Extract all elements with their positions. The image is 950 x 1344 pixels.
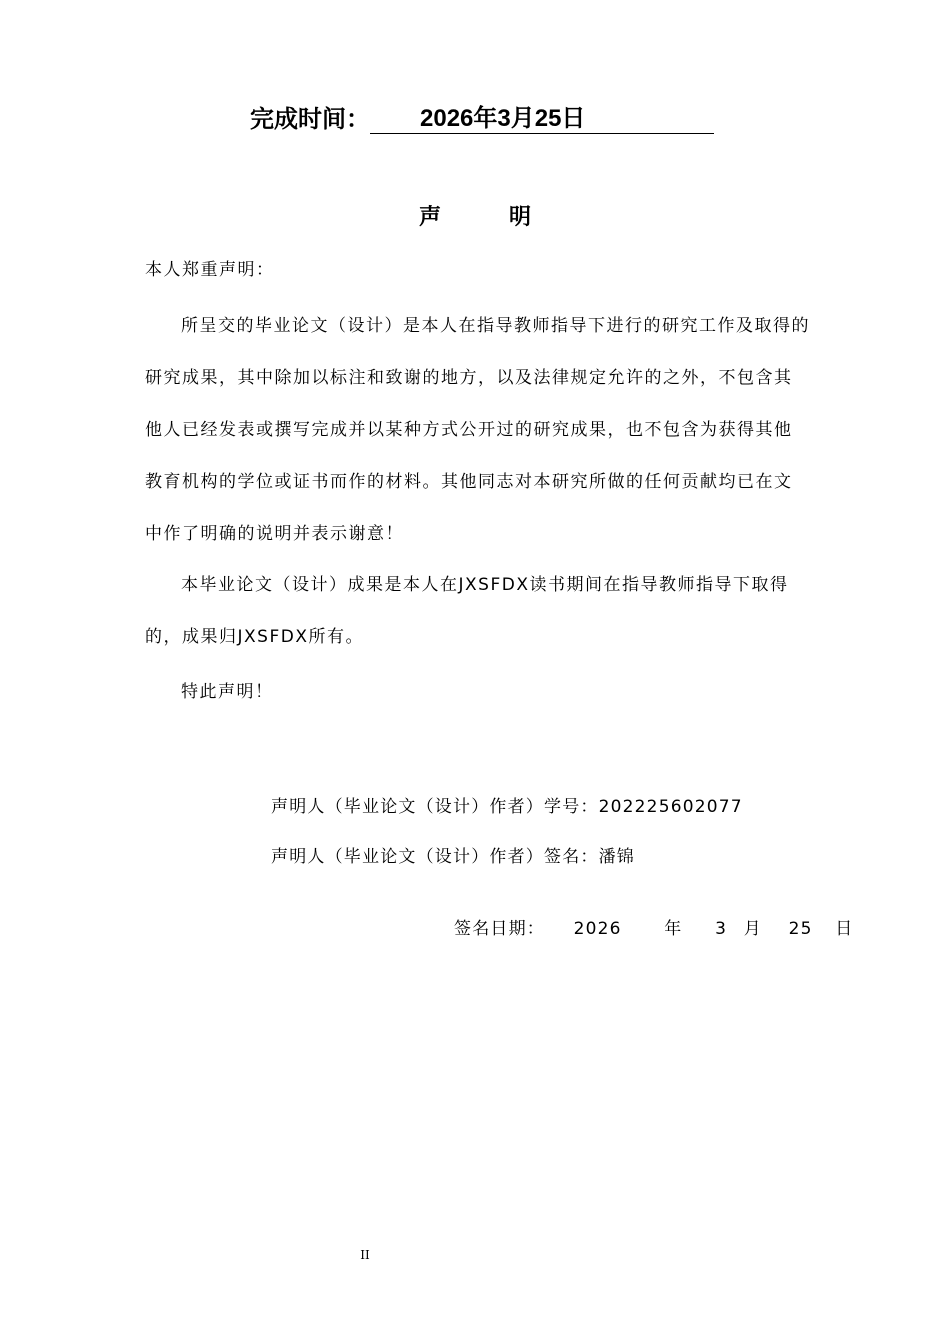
date-year: 2026: [573, 919, 622, 939]
signature-name: 潘锦: [598, 847, 636, 867]
declaration-paragraph-2: 本毕业论文（设计）成果是本人在JXSFDX读书期间在指导教师指导下取得的，成果归JXSFDX所有。: [145, 575, 789, 647]
student-id-label: 声明人（毕业论文（设计）作者）学号：: [271, 797, 599, 817]
date-month: 3: [715, 919, 728, 939]
declaration-closing: 特此声明！: [181, 682, 274, 702]
declaration-intro: 本人郑重声明：: [145, 260, 275, 280]
date-year-unit: 年: [664, 919, 683, 939]
declaration-title: 声明: [418, 205, 599, 230]
student-id-line: [271, 792, 743, 817]
signature-date: [454, 914, 853, 939]
page-number: II: [360, 1248, 370, 1262]
completion-time-label: 完成时间：: [250, 106, 370, 133]
date-day: 25: [788, 919, 813, 939]
student-id-value: 202225602077: [598, 797, 743, 817]
date-label: 签名日期：: [454, 919, 545, 939]
declaration-paragraph-1: 所呈交的毕业论文（设计）是本人在指导教师指导下进行的研究工作及取得的研究成果，其中除加以标注和致谢的地方，以及法律规定允许的之外，不包含其他人已经发表或撰写完成并以某种方式公开过的研究成果，也不包含为获得其他教育机构的学位或证书而作的材料。其他同志对本研究所做的任何贡献均已在文中作了明确的说明并表示谢意！: [145, 316, 810, 544]
signature-line: [271, 842, 635, 867]
completion-time-value: 2026年3月25日: [370, 98, 714, 134]
completion-time: [250, 100, 714, 134]
date-month-unit: 月: [743, 919, 762, 939]
signature-label: 声明人（毕业论文（设计）作者）签名：: [271, 847, 599, 867]
date-day-unit: 日: [835, 919, 854, 939]
